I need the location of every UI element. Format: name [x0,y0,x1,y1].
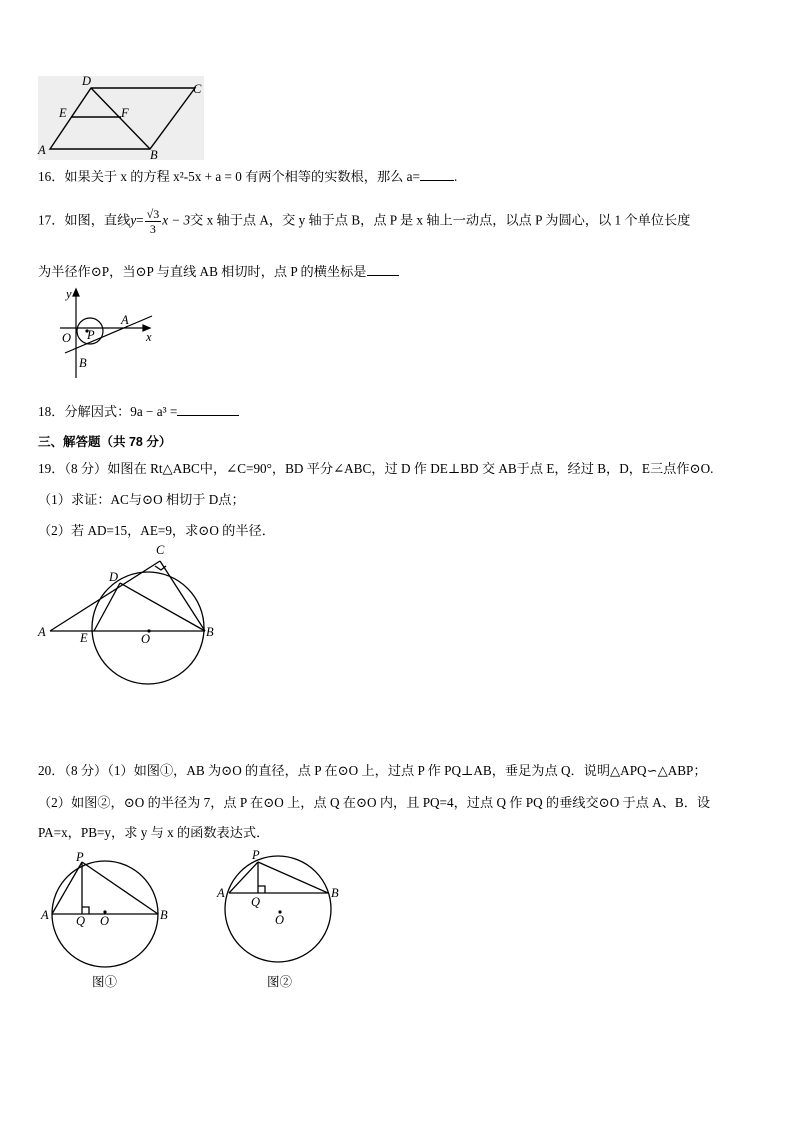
q17-number: 17． [38,212,65,228]
q20-fig1-label-O: O [100,914,110,928]
q20-caption-2: 图② [267,975,293,989]
q20-caption-1: 图① [92,975,118,989]
label-B: B [150,148,158,162]
q17-text-a: 如图，直线 [64,212,131,228]
label-E: E [59,106,67,120]
q19-label-D: D [109,570,119,584]
q19-number: 19． [38,461,65,476]
q19-label-E: E [80,631,88,645]
q19-label-C: C [156,543,165,557]
q19-label-B: B [206,625,214,639]
q17-label-x: x [146,330,152,344]
q19-label-A: A [38,625,46,639]
section-3-title: 三、解答题（共 78 分） [38,435,172,449]
q17-label-y: y [66,287,72,301]
q19-part1: （1）求证：AC与⊙O 相切于 D点； [38,492,245,507]
label-A: A [38,143,46,157]
q20-fig1-label-P: P [76,850,84,864]
q20-fig1-label-Q: Q [76,914,86,928]
q19-part2: （2）若 AD=15，AE=9，求⊙O 的半径． [38,523,275,538]
q20-fig1-label-A: A [41,908,49,922]
q17-frac-den: 3 [149,222,156,236]
q17-x-minus: x − 3 [162,212,191,228]
q20-fig2-label-A: A [217,886,225,900]
q20-fig2-label-Q: Q [251,895,261,909]
q20-fig1-label-B: B [160,908,168,922]
q17-line2: 为半径作⊙P，当⊙P 与直线 AB 相切时，点 P 的横坐标是 [38,264,367,279]
q19-line1: （8 分）如图在 Rt△ABC中，∠C=90°，BD 平分∠ABC，过 D 作 DE⊥BD 交 AB于点 E，经过 B，D，E三点作⊙O. [64,461,714,476]
q20-line2: （2）如图②，⊙O 的半径为 7，点 P 在⊙O 上，点 Q 在⊙O 内，且 PQ=4，过点 Q 作 PQ 的垂线交⊙O 于点 A、B．设 [38,795,711,810]
q20-number: 20． [38,763,65,778]
q19-label-O: O [141,632,151,646]
label-D: D [82,74,92,88]
q17-label-B: B [79,356,87,370]
q16-end: . [453,169,458,184]
q17-y: y [130,212,137,228]
q18-text: 分解因式：9a − a³ = [64,404,178,419]
label-F: F [121,106,129,120]
q16-number: 16． [38,169,65,184]
q16-text: 如果关于 x 的方程 x²-5x + a = 0 有两个相等的实数根，那么 a= [64,169,420,184]
q20-line1: （8 分）（1）如图①，AB 为⊙O 的直径，点 P 在⊙O 上，过点 P 作 PQ⊥AB，垂足为点 Q．说明△APQ∽△ABP； [64,763,707,778]
q20-fig2-label-O: O [275,913,285,927]
q20-figure-2 [225,856,331,962]
q17-eq: = [136,212,144,228]
q20-fig2-label-B: B [331,886,339,900]
q17-label-A: A [121,313,129,327]
q17-text-b: 交 x 轴于点 A，交 y 轴于点 B，点 P 是 x 轴上一动点，以点 P 为圆心，以 1 个单位长度 [190,212,691,228]
q20-line3: PA=x，PB=y，求 y 与 x 的函数表达式． [38,825,270,840]
q20-fig2-label-P: P [252,848,260,862]
q18-number: 18． [38,404,65,419]
q17-label-O: O [62,331,72,345]
q17-frac-num: √3 [146,207,160,221]
q17-label-P: P [87,328,95,342]
label-C: C [193,82,202,96]
